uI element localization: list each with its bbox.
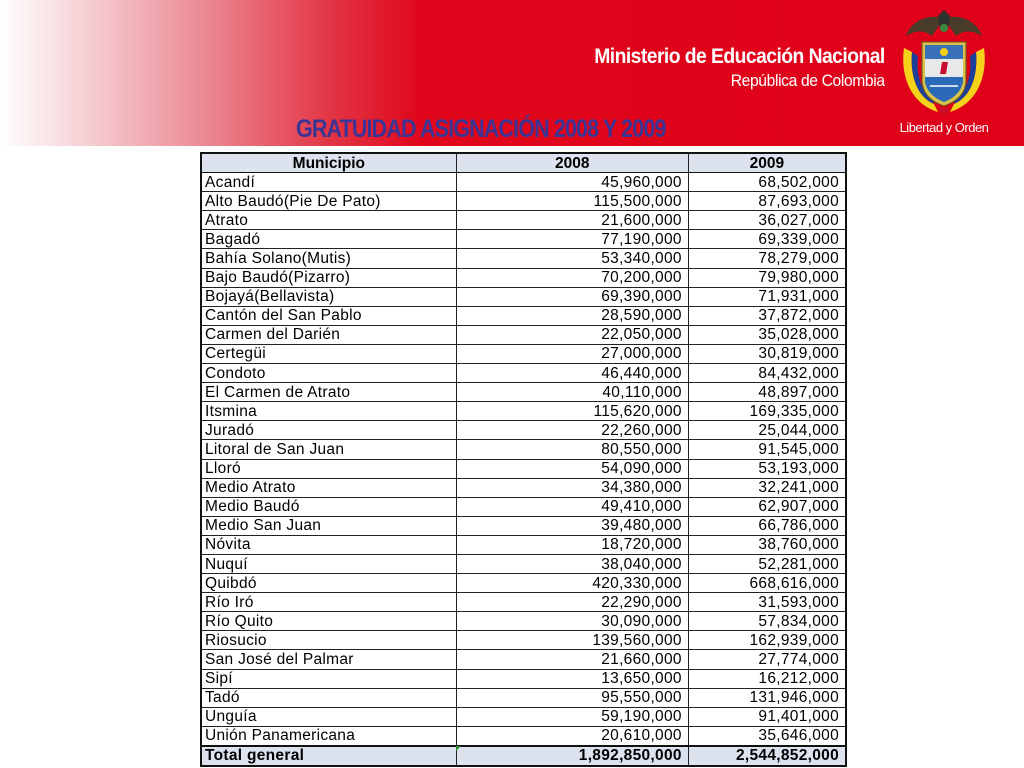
table-row <box>201 249 846 268</box>
table-row <box>201 726 846 746</box>
value-2009-cell: 62,907,000 <box>688 497 846 516</box>
value-2008-cell: 28,590,000 <box>456 306 688 325</box>
value-2009-cell: 68,502,000 <box>688 173 846 192</box>
value-2009-cell: 30,819,000 <box>688 344 846 363</box>
table-row <box>201 192 846 211</box>
value-2009-cell: 53,193,000 <box>688 459 846 478</box>
value-2008-cell: 40,110,000 <box>456 383 688 402</box>
value-2009-cell: 79,980,000 <box>688 268 846 287</box>
value-2009-cell: 87,693,000 <box>688 192 846 211</box>
table-row <box>201 631 846 650</box>
municipio-cell: Nuquí <box>201 554 456 573</box>
table-row <box>201 325 846 344</box>
municipio-cell: Litoral de San Juan <box>201 440 456 459</box>
value-2009-cell: 169,335,000 <box>688 402 846 421</box>
colombia-coat-of-arms-icon <box>898 8 990 142</box>
coat-of-arms-graphic <box>898 8 990 120</box>
country-name: República de Colombia <box>731 71 885 90</box>
value-2009-cell: 91,545,000 <box>688 440 846 459</box>
value-2009-cell: 37,872,000 <box>688 306 846 325</box>
value-2008-cell: 30,090,000 <box>456 612 688 631</box>
value-2009-cell: 32,241,000 <box>688 478 846 497</box>
value-2009-cell: 668,616,000 <box>688 574 846 593</box>
value-2009-cell: 71,931,000 <box>688 287 846 306</box>
value-2008-cell: 34,380,000 <box>456 478 688 497</box>
table-row <box>201 688 846 707</box>
municipio-cell: Río Quito <box>201 612 456 631</box>
municipio-cell: Bahía Solano(Mutis) <box>201 249 456 268</box>
municipio-cell: Certegüi <box>201 344 456 363</box>
value-2008-cell: 420,330,000 <box>456 574 688 593</box>
municipio-cell: Bajo Baudó(Pizarro) <box>201 268 456 287</box>
table-header-row <box>201 153 846 173</box>
table-row <box>201 574 846 593</box>
value-2008-cell: 27,000,000 <box>456 344 688 363</box>
municipio-cell: Carmen del Darién <box>201 325 456 344</box>
municipio-cell: Quibdó <box>201 574 456 593</box>
municipio-cell: Itsmina <box>201 402 456 421</box>
total-2008: 1,892,850,000 <box>456 746 688 766</box>
value-2008-cell: 115,620,000 <box>456 402 688 421</box>
municipio-cell: Sipí <box>201 669 456 688</box>
municipio-cell: Tadó <box>201 688 456 707</box>
municipio-cell: San José del Palmar <box>201 650 456 669</box>
table-row <box>201 535 846 554</box>
value-2008-cell: 45,960,000 <box>456 173 688 192</box>
municipio-cell: Condoto <box>201 364 456 383</box>
value-2008-cell: 70,200,000 <box>456 268 688 287</box>
value-2009-cell: 35,646,000 <box>688 726 846 746</box>
table-row <box>201 554 846 573</box>
total-row <box>201 746 846 766</box>
value-2008-cell: 39,480,000 <box>456 516 688 535</box>
value-2009-cell: 38,760,000 <box>688 535 846 554</box>
municipio-cell: Medio Atrato <box>201 478 456 497</box>
value-2008-cell: 38,040,000 <box>456 554 688 573</box>
value-2009-cell: 57,834,000 <box>688 612 846 631</box>
value-2008-cell: 95,550,000 <box>456 688 688 707</box>
value-2009-cell: 91,401,000 <box>688 707 846 726</box>
municipio-cell: Alto Baudó(Pie De Pato) <box>201 192 456 211</box>
municipio-cell: Lloró <box>201 459 456 478</box>
table-row <box>201 173 846 192</box>
municipio-cell: Río Iró <box>201 593 456 612</box>
municipio-cell: Acandí <box>201 173 456 192</box>
table-row <box>201 478 846 497</box>
cell-error-indicator <box>456 746 461 751</box>
table-row <box>201 459 846 478</box>
table-row <box>201 230 846 249</box>
value-2009-cell: 35,028,000 <box>688 325 846 344</box>
table-row <box>201 287 846 306</box>
table-row <box>201 383 846 402</box>
municipio-cell: Riosucio <box>201 631 456 650</box>
municipio-cell: Medio San Juan <box>201 516 456 535</box>
table-row <box>201 268 846 287</box>
table-row <box>201 612 846 631</box>
value-2008-cell: 115,500,000 <box>456 192 688 211</box>
total-label: Total general <box>201 746 456 766</box>
value-2008-cell: 22,290,000 <box>456 593 688 612</box>
value-2008-cell: 21,600,000 <box>456 211 688 230</box>
value-2008-cell: 22,050,000 <box>456 325 688 344</box>
value-2008-cell: 21,660,000 <box>456 650 688 669</box>
value-2008-cell: 53,340,000 <box>456 249 688 268</box>
column-header-2009: 2009 <box>688 153 846 173</box>
table-body <box>201 173 846 746</box>
table-row <box>201 344 846 363</box>
municipio-cell: Bojayá(Bellavista) <box>201 287 456 306</box>
table-row <box>201 497 846 516</box>
value-2008-cell: 20,610,000 <box>456 726 688 746</box>
ministry-name: Ministerio de Educación Nacional <box>594 45 885 68</box>
value-2008-cell: 46,440,000 <box>456 364 688 383</box>
page-title: GRATUIDAD ASIGNACIÓN 2008 Y 2009 <box>296 115 666 143</box>
value-2009-cell: 25,044,000 <box>688 421 846 440</box>
value-2009-cell: 69,339,000 <box>688 230 846 249</box>
ministry-branding <box>569 44 885 92</box>
value-2008-cell: 49,410,000 <box>456 497 688 516</box>
value-2009-cell: 66,786,000 <box>688 516 846 535</box>
value-2009-cell: 31,593,000 <box>688 593 846 612</box>
table-row <box>201 306 846 325</box>
table-row <box>201 516 846 535</box>
value-2008-cell: 80,550,000 <box>456 440 688 459</box>
value-2008-cell: 18,720,000 <box>456 535 688 554</box>
table-row <box>201 211 846 230</box>
municipio-cell: Nóvita <box>201 535 456 554</box>
table-row <box>201 440 846 459</box>
municipio-cell: Atrato <box>201 211 456 230</box>
table-row <box>201 650 846 669</box>
allocation-table <box>200 152 847 767</box>
total-2009: 2,544,852,000 <box>688 746 846 766</box>
municipio-cell: Medio Baudó <box>201 497 456 516</box>
municipio-cell: Unión Panamericana <box>201 726 456 746</box>
value-2008-cell: 139,560,000 <box>456 631 688 650</box>
value-2009-cell: 27,774,000 <box>688 650 846 669</box>
municipio-cell: Cantón del San Pablo <box>201 306 456 325</box>
municipio-cell: Bagadó <box>201 230 456 249</box>
column-header-municipio: Municipio <box>201 153 456 173</box>
value-2009-cell: 162,939,000 <box>688 631 846 650</box>
value-2008-cell: 22,260,000 <box>456 421 688 440</box>
value-2009-cell: 36,027,000 <box>688 211 846 230</box>
seal-motto: Libertad y Orden <box>899 120 989 135</box>
value-2008-cell: 54,090,000 <box>456 459 688 478</box>
value-2009-cell: 16,212,000 <box>688 669 846 688</box>
value-2009-cell: 48,897,000 <box>688 383 846 402</box>
table-row <box>201 364 846 383</box>
table-row <box>201 421 846 440</box>
column-header-2008: 2008 <box>456 153 688 173</box>
value-2009-cell: 78,279,000 <box>688 249 846 268</box>
value-2009-cell: 84,432,000 <box>688 364 846 383</box>
table-row <box>201 402 846 421</box>
municipio-cell: Juradó <box>201 421 456 440</box>
municipio-cell: El Carmen de Atrato <box>201 383 456 402</box>
value-2009-cell: 52,281,000 <box>688 554 846 573</box>
table-row <box>201 707 846 726</box>
table-row <box>201 593 846 612</box>
value-2008-cell: 13,650,000 <box>456 669 688 688</box>
value-2008-cell: 77,190,000 <box>456 230 688 249</box>
value-2009-cell: 131,946,000 <box>688 688 846 707</box>
value-2008-cell: 69,390,000 <box>456 287 688 306</box>
table-row <box>201 669 846 688</box>
municipio-cell: Unguía <box>201 707 456 726</box>
value-2008-cell: 59,190,000 <box>456 707 688 726</box>
